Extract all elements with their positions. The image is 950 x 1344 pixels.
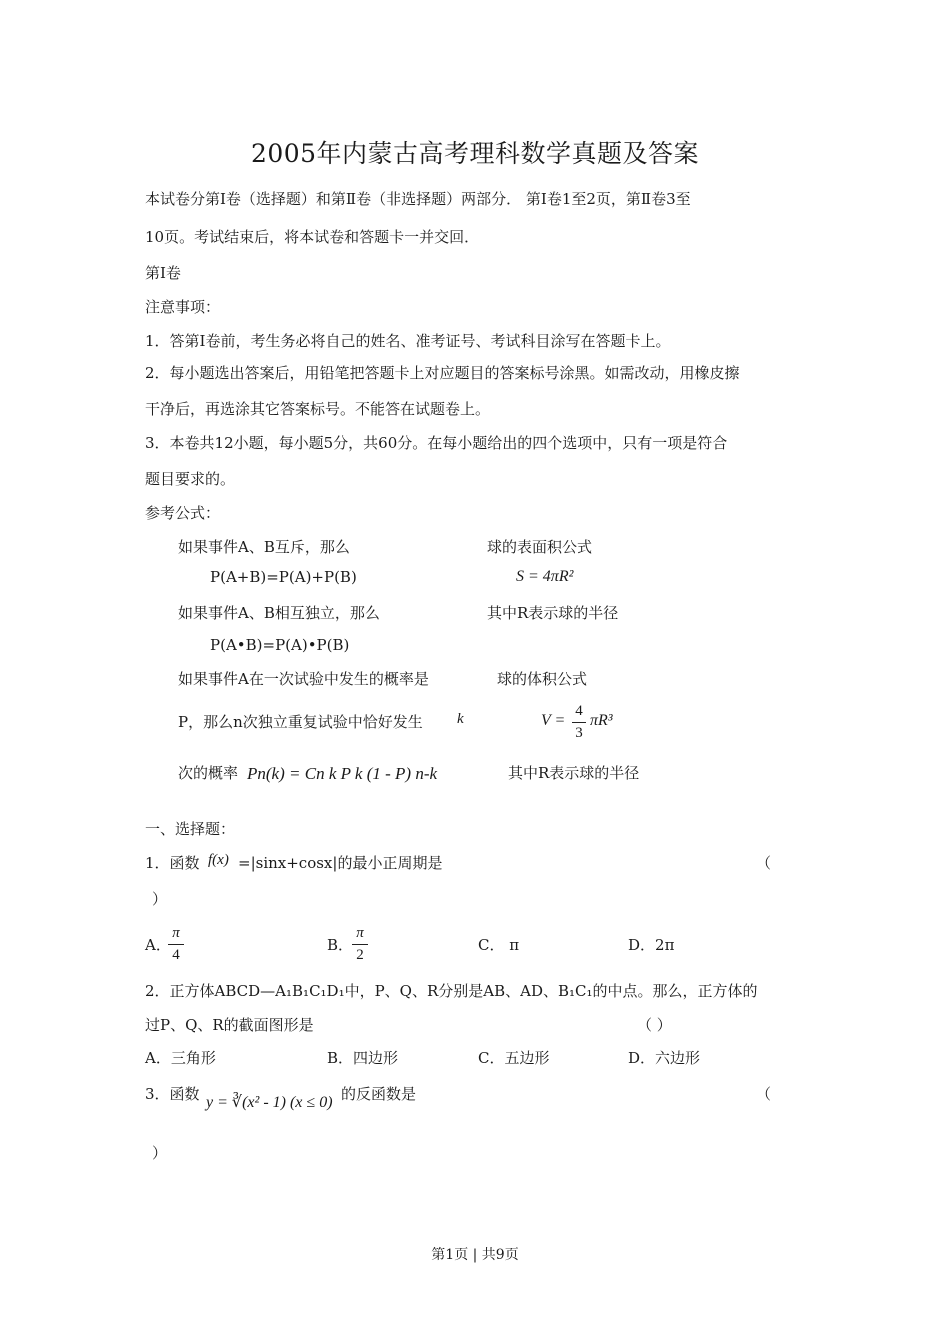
q1-option-b-label: B． [327,936,354,954]
q1-option-c: C． π [478,936,520,954]
q1-stem-body: =|sinx+cosx|的最小正周期是 [238,854,443,872]
q3-paren-open: （ [756,1085,772,1103]
q1-stem-prefix: 1．函数 [145,854,200,872]
formula-binomial-expr: Pn(k) = Cn k P k (1 - P) n-k [247,764,438,783]
q1-stem-func: f(x) [208,852,229,868]
sphere-volume-fraction [572,703,586,742]
fraction-denominator: 3 [575,725,583,741]
q2-option-c: C．五边形 [478,1049,550,1067]
q1-b-numerator: π [356,925,364,941]
q1-option-b-fraction [352,925,368,964]
q1-a-numerator: π [172,925,180,941]
formula-indep-text: 如果事件A、B相互独立，那么 [178,604,380,622]
q1-paren-open: （ [756,854,772,872]
q3-paren-close: ） [152,1144,168,1162]
q1-option-a-fraction [168,925,184,964]
page-footer: 第1页 | 共9页 [431,1247,519,1263]
intro-line-2: 10页。考试结束后，将本试卷和答题卡一并交回． [145,228,480,246]
sphere-radius-note-1: 其中R表示球的半径 [487,604,619,622]
sphere-radius-note-2: 其中R表示球的半径 [508,764,640,782]
section-heading: 第Ⅰ卷 [145,264,181,282]
note-2a: 2．每小题选出答案后，用铅笔把答题卡上对应题目的答案标号涂黑。如需改动，用橡皮擦 [145,364,740,382]
q1-paren-close: ） [152,890,168,908]
q1-a-bar [168,944,184,945]
formula-k: k [457,711,464,727]
q2-stem-1: 2．正方体ABCD—A₁B₁C₁D₁中，P、Q、R分别是AB、AD、B₁C₁的中点。那么，正方体的 [145,982,758,1000]
formulas-heading: 参考公式： [145,504,221,522]
sphere-area-formula: S = 4πR² [516,568,574,585]
notes-heading: 注意事项： [145,298,221,316]
q2-option-a: A．三角形 [145,1049,216,1067]
q3-stem-prefix: 3．函数 [145,1085,200,1103]
q2-stem-2: 过P、Q、R的截面图形是 [145,1016,314,1034]
sphere-volume-rest: πR³ [590,712,613,729]
q2-paren: （ ） [637,1016,672,1034]
q3-formula: y = ∛(x² - 1) (x ≤ 0) [206,1094,333,1111]
q1-b-bar [352,944,368,945]
sphere-area-text: 球的表面积公式 [487,538,593,556]
formula-binomial [247,764,437,784]
formula-binomial-text-1: 如果事件A在一次试验中发生的概率是 [178,670,429,688]
intro-line-1: 本试卷分第Ⅰ卷（选择题）和第Ⅱ卷（非选择题）两部分． 第Ⅰ卷1至2页，第Ⅱ卷3至 [145,190,691,208]
formula-mutex-text: 如果事件A、B互斥，那么 [178,538,350,556]
q2-option-d: D．六边形 [628,1049,701,1067]
note-1: 1．答第Ⅰ卷前，考生务必将自己的姓名、准考证号、考试科目涂写在答题卡上。 [145,332,671,350]
formula-binomial-text-2: P，那么n次独立重复试验中恰好发生 [178,713,423,731]
formula-indep: P(A•B)=P(A)•P(B) [210,636,350,654]
fraction-bar [572,722,586,723]
formula-mutex: P(A+B)=P(A)+P(B) [210,568,357,586]
q3-stem-suffix: 的反函数是 [341,1085,417,1103]
sphere-volume-text: 球的体积公式 [497,670,588,688]
q1-option-a-label: A． [145,936,171,954]
q1-option-d: D．2π [628,936,675,954]
q1-a-denominator: 4 [172,947,180,963]
q1-b-denominator: 2 [356,947,364,963]
page-title: 2005年内蒙古高考理科数学真题及答案 [250,139,700,168]
fraction-numerator: 4 [575,703,583,719]
formula-binomial-text-3: 次的概率 [178,764,239,782]
part-heading: 一、选择题： [145,820,236,838]
sphere-volume-v: V = [541,712,566,729]
note-3b: 题目要求的。 [145,470,236,488]
note-3a: 3．本卷共12小题，每小题5分，共60分。在每小题给出的四个选项中，只有一项是符合 [145,434,728,452]
note-2b: 干净后，再选涂其它答案标号。不能答在试题卷上。 [145,400,491,418]
q2-option-b: B．四边形 [327,1049,399,1067]
